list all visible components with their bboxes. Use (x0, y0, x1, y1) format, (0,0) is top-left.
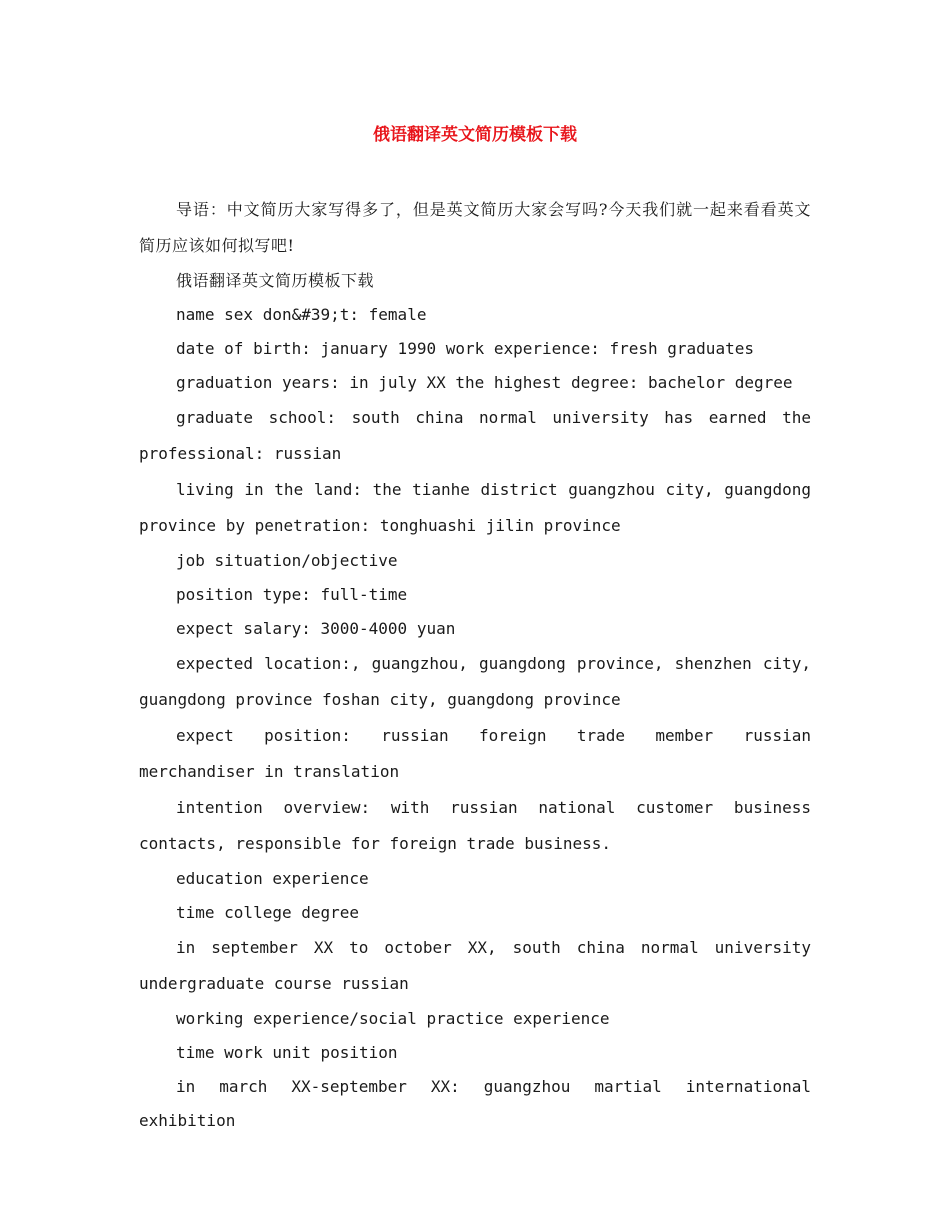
intro-paragraph: 导语：中文简历大家写得多了，但是英文简历大家会写吗?今天我们就一起来看看英文简历应该如何拟写吧! (139, 200, 811, 255)
work-experience-heading: working experience/social practice experience (176, 1009, 610, 1028)
expect-salary-line: expect salary: 3000-4000 yuan (176, 619, 456, 638)
subtitle-paragraph: 俄语翻译英文简历模板下载 (176, 271, 375, 290)
intention-overview-paragraph: intention overview: with russian national customer business contacts, responsible for foreign trade business. (139, 798, 811, 853)
residence-paragraph: living in the land: the tianhe district guangzhou city, guangdong province by penetration: tonghuashi jilin province (139, 480, 811, 535)
work-entry-line: in march XX-september XX: guangzhou martial international exhibition (139, 1077, 811, 1130)
name-sex-line: name sex don&#39;t: female (176, 305, 427, 324)
expect-position-paragraph: expect position: russian foreign trade member russian merchandiser in translation (139, 726, 811, 781)
job-objective-heading: job situation/objective (176, 551, 398, 570)
position-type-line: position type: full-time (176, 585, 408, 604)
birth-experience-line: date of birth: january 1990 work experience: fresh graduates (176, 339, 754, 358)
graduation-degree-line: graduation years: in july XX the highest degree: bachelor degree (176, 373, 793, 392)
work-columns-line: time work unit position (176, 1043, 398, 1062)
education-entry-paragraph: in september XX to october XX, south china normal university undergraduate course russian (139, 938, 811, 993)
document-body (139, 192, 811, 1138)
education-columns-line: time college degree (176, 903, 360, 922)
expected-location-paragraph: expected location:, guangzhou, guangdong province, shenzhen city, guangdong province foshan city, guangdong province (139, 654, 811, 709)
school-major-paragraph: graduate school: south china normal university has earned the professional: russian (139, 408, 811, 463)
education-heading: education experience (176, 869, 369, 888)
document-title: 俄语翻译英文简历模板下载 (373, 125, 577, 145)
